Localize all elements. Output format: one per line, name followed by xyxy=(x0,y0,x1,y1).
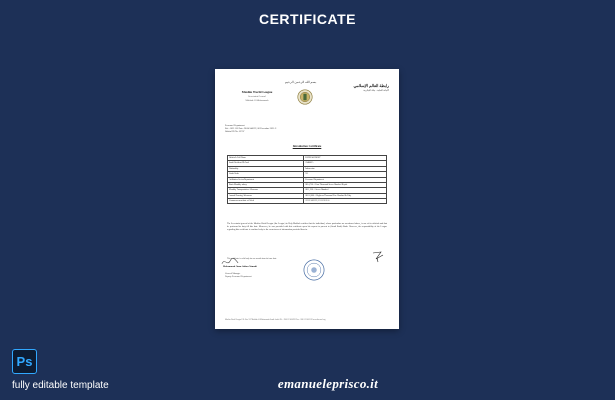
dept-line: Deputy Personnel Department xyxy=(225,276,252,279)
row-key: Basic Monthly salary xyxy=(228,182,304,187)
header-right-sub1: الأمانة العامة - مكة المكرمة xyxy=(363,89,389,92)
document-footer: Muslim World League P.O. Box 537 Makkah Al-Mukarramah Saudi Arabia Tel: +966 12 5600919 Fax: +966 12 5601319 www.themwl.org xyxy=(225,319,326,321)
ref-line: Official ID No. 52707 xyxy=(225,131,245,134)
row-value: Personnel Department xyxy=(304,177,387,182)
row-key: Monthly Transportation Allowance xyxy=(228,188,304,193)
row-value: SR 4,750 /- Four Thousand Seven Hundred Riyals xyxy=(304,182,387,187)
signatory-name: Muhammad Omar Sultan Ahmadi xyxy=(223,266,257,268)
row-value: SR 18,000 /- Eighteen Thousand Five Hundred & Fifty xyxy=(304,193,387,198)
validity-note: This certificate is valid only for one month from its issue date. xyxy=(227,258,277,260)
league-logo-icon xyxy=(297,89,313,105)
second-signature-icon xyxy=(371,249,385,263)
intro-title: Introduction Certificate xyxy=(292,145,322,148)
ref-line: Personnel Department xyxy=(225,125,245,127)
row-key: Saudi Resident ID Card xyxy=(228,161,304,166)
certificate-document xyxy=(215,69,399,329)
row-key: Nationality xyxy=(228,166,304,171)
row-value: 2348087... xyxy=(304,161,387,166)
ref-line: Ref.: 1023 155 Date: 20/04/1442 H | 06 December 2021 G xyxy=(225,128,277,131)
dept-line: General Manager xyxy=(225,273,241,275)
header-right-org: رابطة العالم الإسلامي xyxy=(353,83,389,88)
header-right xyxy=(334,84,389,92)
editable-template-label: fully editable template xyxy=(12,380,109,391)
row-value: 22/12/1432 H | 13/11/2011 G xyxy=(304,199,387,204)
row-value: KUSNADI DESY xyxy=(304,156,387,161)
row-value: SR 1,250 /- Seven Hundred xyxy=(304,188,387,193)
row-value: 9/1 xyxy=(304,172,387,177)
brand-watermark[interactable]: emanueleprisco.it xyxy=(277,376,378,391)
row-key: Commencement date of Work xyxy=(228,199,304,204)
page-title: CERTIFICATE xyxy=(258,11,356,27)
info-table xyxy=(227,155,387,204)
reference-block xyxy=(225,125,276,134)
header-left-sub2: Makkah Al-Mukarramah xyxy=(245,99,269,102)
row-key: Annual Housing Allowance xyxy=(228,193,304,198)
table-row xyxy=(228,199,387,204)
row-key: Affiliation Sector/Department xyxy=(228,177,304,182)
row-value: Indonesian xyxy=(304,166,387,171)
bismillah-text: بسم الله الرحمن الرحيم xyxy=(285,80,317,84)
header-left xyxy=(227,91,287,102)
certification-paragraph: The Secretariat general of the Muslim World League (the League) in Holy Makkah certifies that the individual, whose particulars are mentioned above, is one of its officials and that he performs his duty till this date. Moreover, he was provided with this certificate upon his request to present to (Saudi Bank) Bank. However, the responsibility of the League regarding this certificate is confined only to the correctness of information provided therein. xyxy=(227,223,387,231)
header-left-sub1: Secretariat General xyxy=(248,95,266,98)
department-block xyxy=(225,273,252,279)
row-key: Official's Full Name xyxy=(228,156,304,161)
row-key: Grade/Scale xyxy=(228,172,304,177)
official-stamp-icon xyxy=(303,259,325,281)
photoshop-icon: Ps xyxy=(12,349,37,374)
header-left-org: Muslim World League xyxy=(241,90,273,94)
